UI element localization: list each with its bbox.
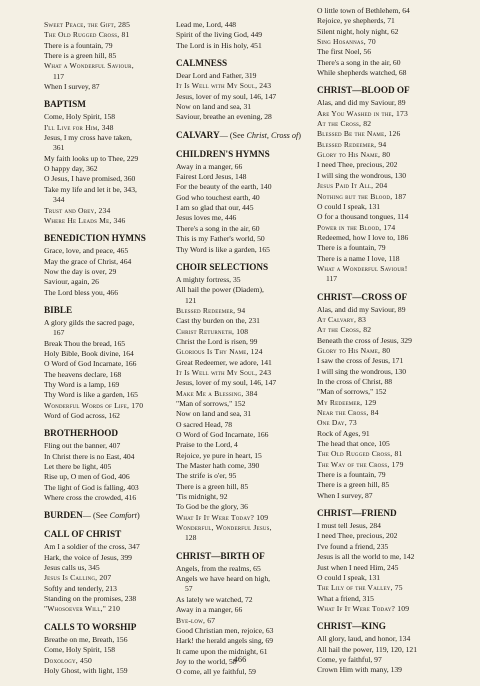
- hymn-entry: Hark, the voice of Jesus, 399: [44, 552, 132, 562]
- topic-heading-text: CHRIST—KING: [317, 621, 386, 632]
- hymn-entry: Jesus Paid It All, 204: [317, 181, 388, 191]
- hymn-entry: There is a fountain, 79: [44, 40, 113, 50]
- hymn-entry: The Way of the Cross, 179: [317, 459, 404, 469]
- hymn-entry: The heavens declare, 168: [44, 369, 122, 379]
- hymn-entry: God who touchest earth, 40: [176, 192, 260, 202]
- hymn-entry: Lead me, Lord, 448: [176, 20, 237, 29]
- hymn-entry: The Old Rugged Cross, 81: [44, 30, 130, 40]
- hymn-entry: Near the Cross, 84: [317, 408, 379, 418]
- see-also-suffix: ): [298, 130, 301, 140]
- topic-heading: [44, 98, 170, 110]
- topic-heading-text: CHRIST—BIRTH OF: [176, 550, 265, 561]
- hymn-entry: There is a green hill, 85: [317, 480, 390, 490]
- topic-heading: [317, 84, 455, 96]
- hymn-entry: Good Christian men, rejoice, 63: [176, 625, 274, 635]
- hymn-entry: Joy to the world, 58: [176, 656, 237, 666]
- see-also-reference: [220, 131, 301, 140]
- hymn-entry: There is a green hill, 85: [176, 481, 249, 491]
- hymn-entry: Blessed Redeemer, 94: [317, 139, 387, 149]
- hymn-entry: Fling out the banner, 407: [44, 441, 121, 451]
- hymn-entry: The strife is o'er, 95: [176, 471, 237, 481]
- hymn-entry: 'Tis midnight, 92: [176, 492, 228, 502]
- hymn-entry: There is a fountain, 79: [317, 470, 386, 480]
- hymn-entry: "Whosoever Will," 210: [44, 604, 121, 614]
- hymn-entry: Jesus Is Calling, 207: [44, 573, 112, 583]
- hymn-entry: Wonderful, Wonderful Jesus,: [176, 523, 272, 533]
- hymn-entry: I saw the cross of Jesus, 171: [317, 356, 404, 366]
- topic-heading-text: CHOIR SELECTIONS: [176, 261, 269, 272]
- hymn-entry-continuation: 121: [185, 295, 197, 305]
- hymn-entry: It came upon the midnight, 61: [176, 646, 268, 656]
- hymn-entry: O could I speak, 131: [317, 201, 381, 211]
- hymn-entry-continuation: 117: [326, 274, 338, 284]
- hymn-entry: For the beauty of the earth, 140: [176, 182, 272, 192]
- hymn-entry: My Redeemer, 129: [317, 397, 377, 407]
- hymn-entry: The Lily of the Valley, 75: [317, 583, 403, 593]
- hymn-entry: It Is Well with My Soul, 243: [176, 81, 272, 91]
- hymn-entry: Alas, and did my Saviour, 89: [317, 98, 406, 108]
- hymn-entry: Silent night, holy night, 62: [317, 26, 399, 36]
- hymn-entry: Christ the Lord is risen, 99: [176, 336, 258, 346]
- hymn-entry: The Lord bless you, 466: [44, 287, 119, 297]
- hymn-entry: Wonderful Words of Life, 170: [44, 400, 144, 410]
- hymn-entry: Are You Washed in the, 173: [317, 108, 408, 118]
- hymn-entry: Jesus, I my cross have taken,: [44, 133, 132, 143]
- hymn-entry: One Day, 73: [317, 418, 357, 428]
- hymn-entry: Now the day is over, 29: [44, 266, 117, 276]
- hymn-entry: Take my life and let it be, 343,: [44, 184, 137, 194]
- hymn-entry: O happy day, 362: [44, 164, 98, 174]
- hymn-entry: Saviour, breathe an evening, 28: [176, 112, 272, 122]
- hymn-entry: What If It Were Today? 109: [317, 603, 410, 613]
- hymn-entry: While shepherds watched, 68: [317, 68, 407, 78]
- topic-heading: [317, 507, 455, 519]
- hymn-entry: Where cross the crowded, 416: [44, 493, 137, 503]
- hymn-entry: May the grace of Christ, 464: [44, 256, 132, 266]
- hymn-entry: All glory, laud, and honor, 134: [317, 634, 411, 644]
- see-also-suffix: ): [136, 511, 140, 521]
- hymn-entry: Jesus calls us, 345: [44, 563, 100, 573]
- hymn-entry: Rock of Ages, 91: [317, 428, 370, 438]
- see-also-prefix: — (See: [82, 511, 110, 521]
- hymn-entry: The Master hath come, 390: [176, 461, 260, 471]
- hymn-entry: My faith looks up to Thee, 229: [44, 153, 139, 163]
- hymn-entry: Come, Holy Spirit, 158: [44, 112, 116, 122]
- hymn-entry: This is my Father's world, 50: [176, 234, 265, 244]
- hymn-entry: Rejoice, ye shepherds, 71: [317, 16, 395, 26]
- hymn-entry: To God be the glory, 36: [176, 502, 248, 512]
- hymn-entry: Christ Returneth, 108: [176, 326, 249, 336]
- hymn-entry: Glory to His Name, 80: [317, 150, 391, 160]
- hymn-entry: A mighty fortress, 35: [176, 274, 241, 284]
- hymn-entry: There is a name I love, 118: [317, 253, 400, 263]
- page-number: 466: [233, 655, 247, 664]
- see-also-topic: Comfort: [109, 511, 137, 521]
- topic-heading-text: BAPTISM: [44, 99, 86, 110]
- hymn-entry: "Man of sorrows," 152: [176, 398, 246, 408]
- hymn-entry: Fairest Lord Jesus, 148: [176, 172, 247, 182]
- hymn-entry: In Christ there is no East, 404: [44, 451, 135, 461]
- hymn-entry: Sweet Peace, the Gift, 285: [44, 20, 131, 29]
- hymn-entry: Now on land and sea, 31: [176, 409, 252, 419]
- hymn-entry: What a Wonderful Saviour,: [44, 61, 134, 71]
- topic-heading: [317, 620, 455, 632]
- hymn-entry: Doxology, 450: [44, 655, 92, 665]
- hymn-entry: In the cross of Christ, 88: [317, 377, 393, 386]
- hymn-entry: Hark! the herald angels sing, 69: [176, 636, 274, 646]
- topic-heading: [44, 509, 170, 522]
- hymn-entry: All hail the power, 119, 120, 121: [317, 644, 418, 654]
- hymn-entry: Make Me a Blessing, 384: [176, 388, 258, 398]
- hymn-entry: Come, ye faithful, 97: [317, 654, 382, 664]
- hymn-entry: Holy Ghost, with light, 159: [44, 665, 128, 675]
- topic-heading-text: CHILDREN'S HYMNS: [176, 148, 270, 159]
- hymn-entry: There is a fountain, 79: [317, 243, 386, 253]
- hymn-entry: When I survey, 87: [44, 82, 100, 92]
- hymn-entry: O come, all ye faithful, 59: [176, 667, 256, 677]
- index-column-2: [176, 20, 306, 678]
- hymn-entry: I need Thee, precious, 202: [317, 160, 398, 170]
- topic-heading: [176, 550, 306, 562]
- hymn-entry: Saviour, again, 26: [44, 277, 99, 287]
- hymn-entry: Jesus is all the world to me, 142: [317, 552, 415, 562]
- topic-heading: [44, 621, 170, 633]
- hymn-entry: Jesus, lover of my soul, 146, 147: [176, 91, 277, 101]
- hymn-entry: The Lord is in His holy, 451: [176, 40, 262, 50]
- topic-heading-text: CHRIST—FRIEND: [317, 508, 397, 519]
- topic-heading: [176, 57, 306, 69]
- hymn-entry: Thy Word is like a garden, 165: [44, 390, 138, 400]
- hymn-entry: Word of God across, 162: [44, 411, 120, 420]
- hymn-entry: Glory to His Name, 80: [317, 345, 391, 355]
- hymn-entry: Sing Hosannas, 70: [317, 37, 376, 47]
- hymn-entry: I've found a friend, 235: [317, 541, 389, 551]
- hymn-entry: Angels, from the realms, 65: [176, 563, 261, 573]
- hymn-entry-continuation: 117: [53, 71, 65, 81]
- hymn-entry: When I survey, 87: [317, 490, 373, 500]
- hymn-entry: Blessed Redeemer, 94: [176, 305, 246, 315]
- topic-heading-text: CHRIST—CROSS OF: [317, 291, 408, 302]
- hymn-entry: The Old Rugged Cross, 81: [317, 449, 403, 459]
- topic-heading-text: BURDEN: [44, 510, 83, 521]
- hymn-entry: Trust and Obey, 234: [44, 205, 111, 215]
- see-also-topic: Christ, Cross of: [246, 130, 299, 140]
- topic-heading: [44, 304, 170, 316]
- hymn-entry-continuation: 57: [185, 584, 193, 594]
- hymn-entry: Just when I need Him, 245: [317, 562, 399, 572]
- hymn-entry: Breathe on me, Breath, 156: [44, 634, 128, 644]
- hymn-entry: I will sing the wondrous, 130: [317, 366, 407, 376]
- hymn-entry: Blessed Be the Name, 126: [317, 129, 401, 139]
- hymn-entry: What a Wonderful Saviour!: [317, 263, 408, 273]
- topic-heading: [176, 261, 306, 273]
- hymn-entry: Thy Word is a lamp, 169: [44, 379, 120, 389]
- topic-heading: [44, 232, 170, 244]
- topic-heading-text: CALMNESS: [176, 58, 228, 69]
- hymn-entry: Spirit of the living God, 449: [176, 30, 263, 40]
- hymn-entry: There is a green hill, 85: [44, 51, 117, 61]
- topic-heading-text: CHRIST—BLOOD OF: [317, 85, 410, 96]
- hymn-entry: Thy Word is like a garden, 165: [176, 244, 270, 254]
- hymn-entry: Come, Holy Spirit, 158: [44, 645, 116, 655]
- hymn-entry: What a friend, 315: [317, 593, 374, 603]
- index-column-1: [44, 20, 170, 676]
- hymn-entry: Rise up, O men of God, 406: [44, 472, 130, 482]
- hymn-entry: What If It Were Today? 109: [176, 512, 269, 522]
- hymn-entry: Praise to the Lord, 4: [176, 440, 238, 450]
- hymn-entry: The first Noel, 56: [317, 47, 371, 57]
- hymn-entry: At the Cross, 82: [317, 119, 372, 129]
- topic-heading-text: BROTHERHOOD: [44, 428, 119, 439]
- hymn-entry-continuation: 361: [53, 143, 65, 153]
- hymn-entry: Alas, and did my Saviour, 89: [317, 304, 406, 314]
- hymn-entry: O sacred Head, 78: [176, 419, 233, 429]
- hymn-entry: The head that once, 105: [317, 439, 390, 449]
- hymn-entry: Angels we have heard on high,: [176, 574, 271, 584]
- hymn-entry: Away in a manger, 66: [176, 605, 243, 615]
- topic-heading-text: CALLS TO WORSHIP: [44, 621, 137, 632]
- hymn-entry: Nothing but the Blood, 187: [317, 191, 407, 201]
- hymn-entry: I am so glad that our, 445: [176, 203, 254, 213]
- hymn-entry: O Jesus, I have promised, 360: [44, 174, 136, 184]
- hymn-entry: The light of God is falling, 403: [44, 482, 139, 492]
- topic-heading-text: BENEDICTION HYMNS: [44, 233, 146, 244]
- hymn-entry: Standing on the promises, 238: [44, 594, 137, 604]
- hymn-entry: O Word of God Incarnate, 166: [44, 359, 137, 369]
- hymn-entry: Grace, love, and peace, 465: [44, 246, 129, 256]
- hymn-entry: O for a thousand tongues, 114: [317, 212, 409, 222]
- hymn-entry: "Man of sorrows," 152: [317, 387, 387, 397]
- topic-heading-text: BIBLE: [44, 304, 73, 315]
- hymn-entry: I will sing the wondrous, 130: [317, 170, 407, 180]
- hymn-entry: I'll Live for Him, 348: [44, 122, 114, 132]
- topic-heading: [317, 291, 455, 303]
- hymn-entry: There's a song in the air, 60: [317, 57, 401, 67]
- hymn-entry: Glorious Is Thy Name, 124: [176, 347, 263, 357]
- hymn-entry: It Is Well with My Soul, 243: [176, 367, 272, 377]
- see-also-prefix: — (See: [219, 130, 247, 140]
- hymn-entry: Away in a manger, 66: [176, 161, 243, 171]
- hymn-entry: There's a song in the air, 60: [176, 223, 260, 233]
- hymn-entry: Holy Bible, Book divine, 164: [44, 348, 134, 358]
- hymn-entry: Now on land and sea, 31: [176, 102, 252, 112]
- topic-heading: [44, 528, 170, 540]
- hymn-entry: Softly and tenderly, 213: [44, 583, 117, 593]
- hymn-entry: Jesus, lover of my soul, 146, 147: [176, 378, 277, 388]
- hymn-entry: O little town of Bethlehem, 64: [317, 6, 410, 15]
- hymn-entry: I need Thee, precious, 202: [317, 531, 398, 541]
- hymn-entry-continuation: 344: [53, 195, 65, 205]
- hymn-entry-continuation: 128: [185, 533, 197, 543]
- hymn-entry: Let there be light, 405: [44, 462, 112, 472]
- hymn-entry: As lately we watched, 72: [176, 594, 253, 604]
- hymn-entry: Rejoice, ye pure in heart, 15: [176, 450, 262, 460]
- hymn-entry: O could I speak, 131: [317, 572, 381, 582]
- topic-heading: [176, 129, 306, 142]
- topic-heading: [176, 148, 306, 160]
- topic-heading-text: CALVARY: [176, 129, 220, 140]
- index-column-3: [317, 6, 455, 676]
- hymn-entry: Crown Him with many, 139: [317, 665, 402, 675]
- hymn-entry: Am I a soldier of the cross, 347: [44, 542, 140, 552]
- hymn-entry: Break Thou the bread, 165: [44, 338, 126, 348]
- hymn-entry: Beneath the cross of Jesus, 329: [317, 335, 412, 345]
- topic-heading-text: CALL OF CHRIST: [44, 529, 122, 540]
- topic-heading: [44, 427, 170, 439]
- hymn-entry: Dear Lord and Father, 319: [176, 71, 257, 81]
- hymn-entry: Where He Leads Me, 346: [44, 215, 126, 225]
- hymn-entry: Bye-low, 67: [176, 615, 216, 625]
- hymn-entry: Power in the Blood, 174: [317, 222, 396, 232]
- hymn-entry: At Calvary, 83: [317, 314, 367, 324]
- hymn-entry: A glory gilds the sacred page,: [44, 317, 135, 327]
- hymn-entry: All hail the power (Diadem),: [176, 285, 264, 295]
- hymn-entry: Redeemed, how I love to, 186: [317, 232, 409, 242]
- see-also-reference: [83, 511, 140, 520]
- hymn-entry: At the Cross, 82: [317, 325, 372, 335]
- hymn-entry: Cast thy burden on the, 231: [176, 316, 260, 326]
- hymn-entry: I must tell Jesus, 284: [317, 521, 381, 531]
- hymn-entry: O Word of God Incarnate, 166: [176, 430, 269, 439]
- hymn-entry-continuation: 167: [53, 328, 65, 338]
- hymn-entry: Great Redeemer, we adore, 141: [176, 357, 272, 367]
- hymn-entry: Jesus loves me, 446: [176, 213, 237, 223]
